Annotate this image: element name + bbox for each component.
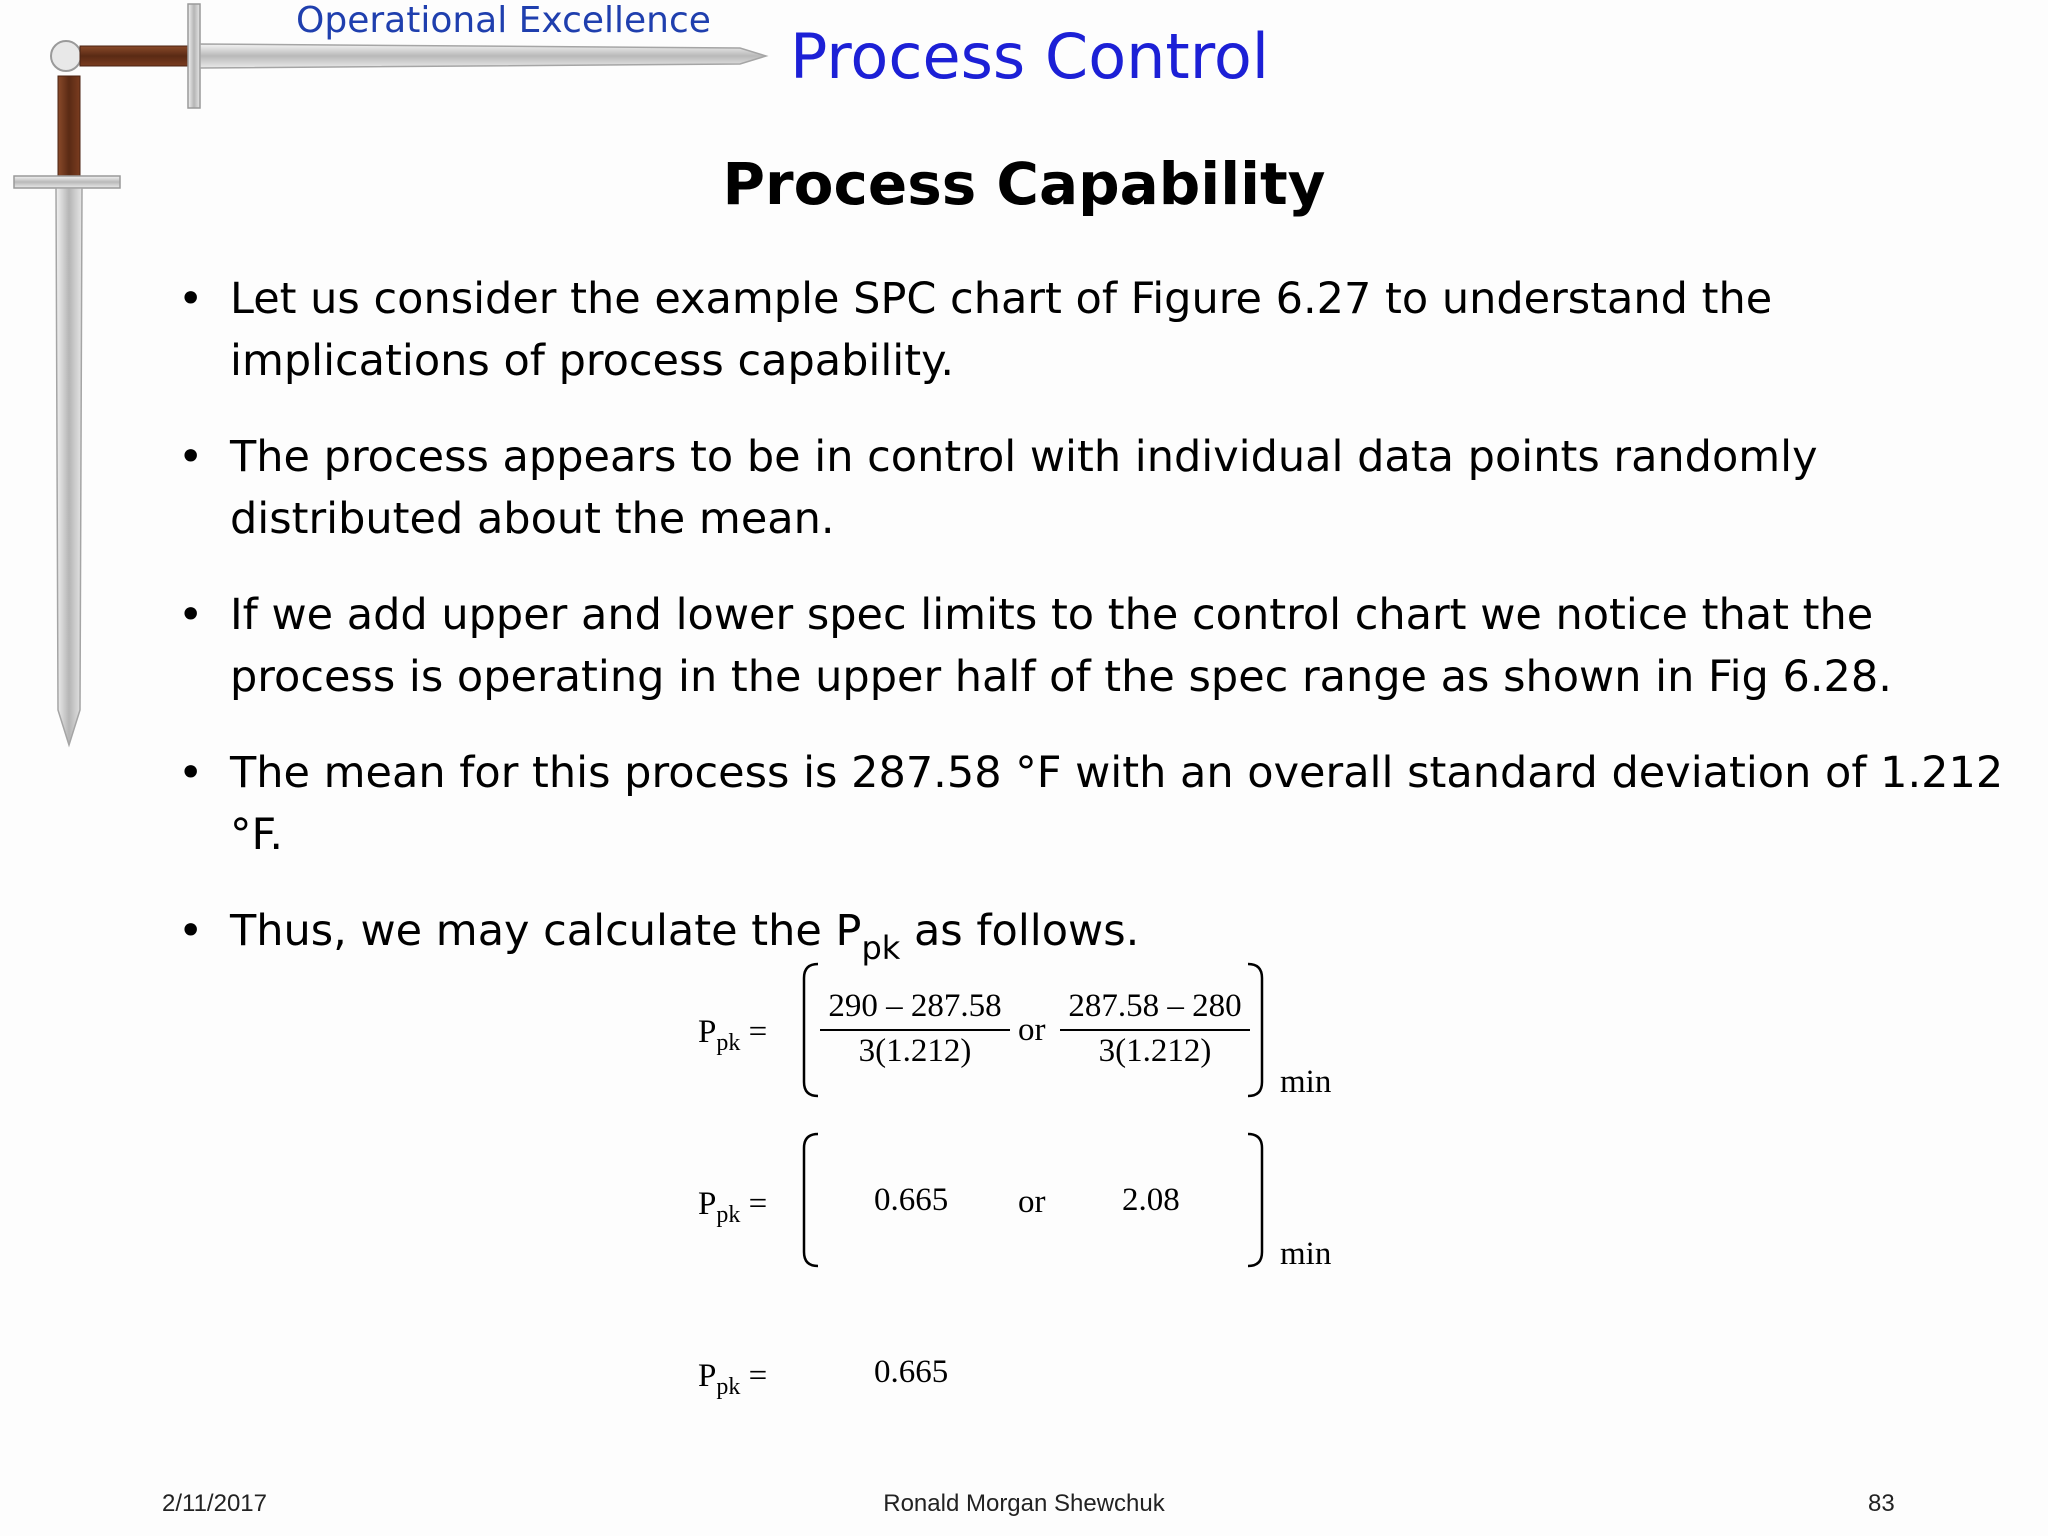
bullet-text: The process appears to be in control with individual data points randomly distributed about the mean. bbox=[230, 432, 1818, 544]
right-bracket-1 bbox=[1240, 960, 1270, 1100]
ppk-label-3 bbox=[698, 1358, 768, 1400]
ppk-value-left: 0.665 bbox=[874, 1182, 949, 1218]
bullet-dot: • bbox=[178, 590, 204, 640]
fraction-right bbox=[1060, 988, 1250, 1070]
ppk-main: P bbox=[698, 1186, 717, 1222]
footer-date: 2/11/2017 bbox=[162, 1490, 267, 1517]
bullet-text: If we add upper and lower spec limits to the control chart we notice that the process is operating in the upper half of the spec range as shown in Fig 6.28. bbox=[230, 590, 1892, 702]
bullet-dot: • bbox=[178, 274, 204, 324]
ppk-result: 0.665 bbox=[874, 1354, 949, 1390]
bullet-text-after: as follows. bbox=[900, 906, 1140, 956]
ppk-main: P bbox=[698, 1014, 717, 1050]
fraction-left bbox=[820, 988, 1010, 1070]
equals-sign: = bbox=[748, 1358, 768, 1394]
ppk-value-right: 2.08 bbox=[1122, 1182, 1180, 1218]
bullet-dot: • bbox=[178, 906, 204, 956]
section-title: Process Control bbox=[790, 20, 1270, 93]
fraction-right-numerator: 287.58 – 280 bbox=[1060, 988, 1250, 1031]
footer-author: Ronald Morgan Shewchuk bbox=[883, 1490, 1165, 1517]
bullet-item bbox=[170, 268, 2020, 392]
ppk-sub: pk bbox=[716, 1202, 741, 1228]
bullet-text: Let us consider the example SPC chart of Figure 6.27 to understand the implications of process capability. bbox=[230, 274, 1773, 386]
bullet-text-before: Thus, we may calculate the P bbox=[230, 906, 862, 956]
bullet-item bbox=[170, 426, 2020, 550]
ppk-sub: pk bbox=[716, 1374, 741, 1400]
bullet-text: The mean for this process is 287.58 °F with an overall standard deviation of 1.212 °F. bbox=[230, 748, 2004, 860]
brand-name: Operational Excellence bbox=[296, 0, 711, 41]
equals-sign: = bbox=[748, 1014, 768, 1050]
ppk-label-1 bbox=[698, 1014, 768, 1056]
bullet-item bbox=[170, 742, 2020, 866]
min-label-1: min bbox=[1280, 1064, 1332, 1100]
bullet-item bbox=[170, 900, 2020, 965]
slide-title: Process Capability bbox=[722, 150, 1326, 218]
or-label-2: or bbox=[1018, 1184, 1046, 1220]
bullet-dot: • bbox=[178, 432, 204, 482]
min-label-2: min bbox=[1280, 1236, 1332, 1272]
ppk-main: P bbox=[698, 1358, 717, 1394]
bullet-list bbox=[170, 268, 2020, 999]
bullet-subscript: pk bbox=[861, 929, 901, 967]
equals-sign: = bbox=[748, 1186, 768, 1222]
bullet-dot: • bbox=[178, 748, 204, 798]
fraction-right-denominator: 3(1.212) bbox=[1098, 1033, 1212, 1069]
fraction-left-numerator: 290 – 287.58 bbox=[820, 988, 1010, 1031]
footer-page-number: 83 bbox=[1868, 1490, 1895, 1517]
ppk-sub: pk bbox=[716, 1030, 741, 1056]
fraction-left-denominator: 3(1.212) bbox=[858, 1033, 972, 1069]
left-bracket-2 bbox=[796, 1130, 826, 1270]
ppk-label-2 bbox=[698, 1186, 768, 1228]
bullet-item bbox=[170, 584, 2020, 708]
or-label-1: or bbox=[1018, 1012, 1046, 1048]
right-bracket-2 bbox=[1240, 1130, 1270, 1270]
